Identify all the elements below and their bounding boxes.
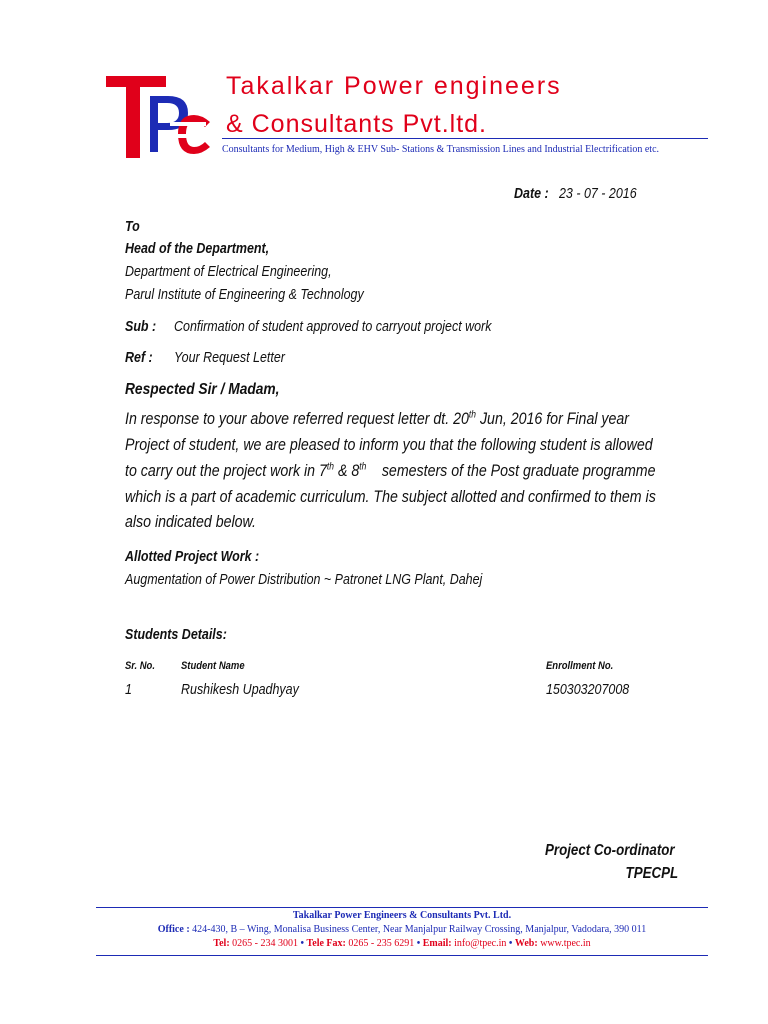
body-line-1-sup: th [468, 409, 477, 421]
footer-company: Takalkar Power Engineers & Consultants Pvt. Ltd. [292, 910, 512, 921]
body-line-5: also indicated below. [125, 513, 256, 531]
footer-office-label: Office : [157, 924, 190, 935]
recipient-institute: Parul Institute of Engineering & Technology [125, 287, 364, 303]
subject-value: Confirmation of student approved to carryout project work [174, 319, 492, 335]
to-label: To [125, 219, 140, 235]
table-header-student-name: Student Name [181, 660, 245, 672]
footer-sep-1: • [300, 938, 305, 949]
company-tagline: Consultants for Medium, High & EHV Sub- Stations & Transmission Lines and Industrial Electrification etc. [222, 144, 660, 155]
footer-fax-value: 0265 - 235 6291 [348, 938, 415, 949]
body-line-1 [125, 410, 675, 429]
date-value: 23 - 07 - 2016 [559, 186, 637, 202]
body-line-1-b: Jun, 2016 for Final year [476, 410, 630, 428]
footer-office [96, 924, 708, 935]
footer-web-value[interactable]: www.tpec.in [540, 938, 591, 949]
footer-tel-value: 0265 - 234 3001 [232, 938, 298, 949]
body-line-3-b: semesters of the Post graduate programme [381, 462, 656, 480]
footer-tel-label: Tel: [213, 938, 230, 949]
body-line-3 [125, 462, 675, 481]
students-details-label: Students Details: [125, 627, 227, 643]
footer-divider-top [96, 907, 708, 908]
footer-web-label: Web: [514, 938, 538, 949]
tpec-logo [106, 72, 214, 160]
table-cell-student-name: Rushikesh Upadhyay [181, 682, 299, 698]
reference-label: Ref : [125, 350, 153, 366]
signature-title: Project Co-ordinator [545, 842, 675, 859]
footer-contacts [96, 938, 708, 949]
table-header-sr-no: Sr. No. [125, 660, 155, 672]
body-line-3-sup2: th [359, 461, 367, 473]
date-label: Date : [514, 186, 549, 202]
footer-email-label: Email: [422, 938, 452, 949]
recipient-department: Department of Electrical Engineering, [125, 264, 332, 280]
allotted-project-label: Allotted Project Work : [125, 549, 260, 565]
company-name-line2: & Consultants Pvt.ltd. [226, 110, 488, 138]
footer-divider-bottom [96, 955, 708, 956]
table-header-enrollment-no: Enrollment No. [546, 660, 614, 672]
footer-email-value[interactable]: info@tpec.in [454, 938, 507, 949]
body-line-3-sup1: th [326, 461, 335, 473]
signature-organization: TPECPL [625, 865, 678, 882]
table-cell-enrollment-no: 150303207008 [546, 682, 630, 698]
company-name-line1: Takalkar Power engineers [226, 72, 562, 100]
date-line [514, 186, 637, 202]
allotted-project-value: Augmentation of Power Distribution ~ Patronet LNG Plant, Dahej [125, 572, 483, 588]
recipient-title: Head of the Department, [125, 241, 270, 257]
body-line-3-mid: & 8 [334, 462, 360, 480]
subject-label: Sub : [125, 319, 157, 335]
body-line-4: which is a part of academic curriculum. The subject allotted and confirmed to them is [125, 488, 656, 506]
body-line-2: Project of student, we are pleased to inform you that the following student is allowed [125, 436, 653, 454]
salutation: Respected Sir / Madam, [125, 381, 280, 398]
table-cell-sr-no: 1 [125, 682, 132, 698]
header-divider [222, 138, 708, 139]
footer-sep-2: • [416, 938, 421, 949]
footer-fax-label: Tele Fax: [306, 938, 346, 949]
body-line-3-a: to carry out the project work in 7 [125, 462, 327, 480]
body-line-1-a: In response to your above referred request letter dt. 20 [125, 410, 469, 428]
reference-value: Your Request Letter [174, 350, 285, 366]
footer-office-address: 424-430, B – Wing, Monalisa Business Center, Near Manjalpur Railway Crossing, Manjalpur, Vadodara, 390 011 [192, 924, 647, 935]
footer-sep-3: • [508, 938, 513, 949]
